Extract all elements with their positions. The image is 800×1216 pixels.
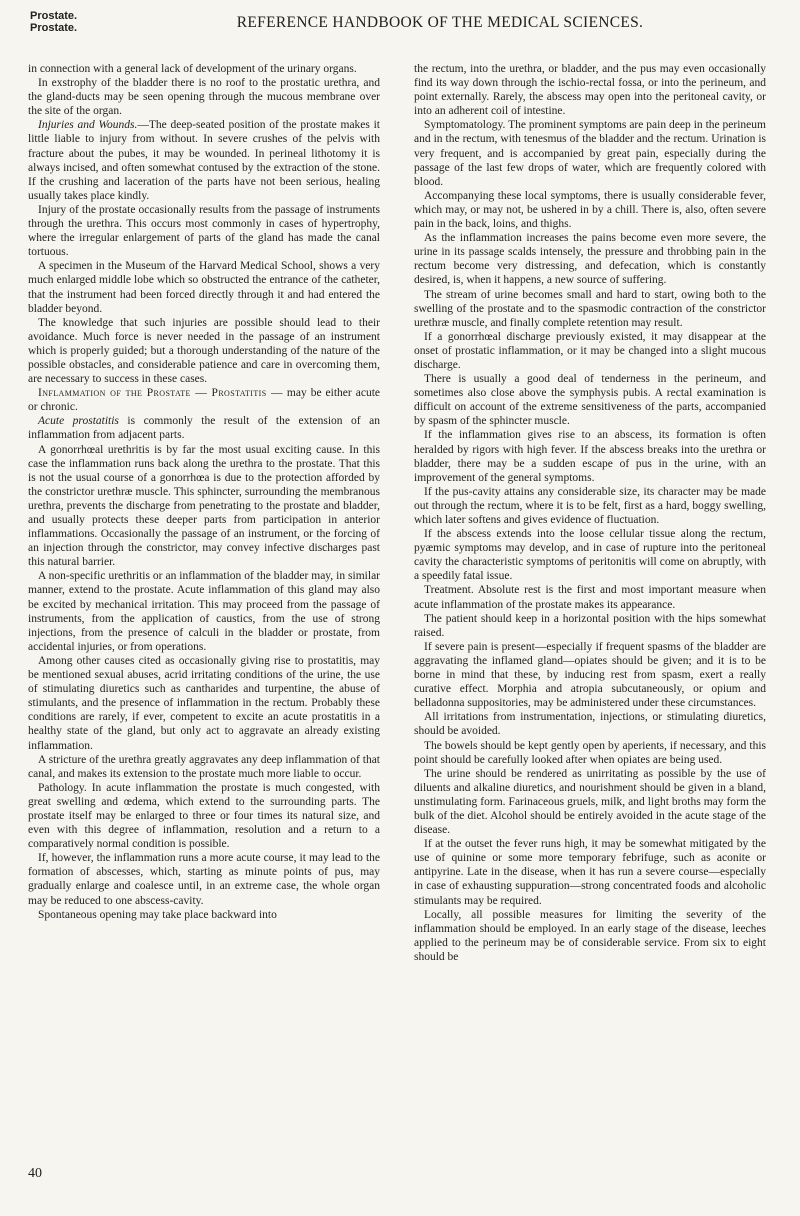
paragraph: The bowels should be kept gently open by aperients, if necessary, and this point should be carefully looked after when opiates are being used. <box>414 739 766 766</box>
page-number: 40 <box>28 1166 42 1181</box>
paragraph: Symptomatology. The prominent symptoms are pain deep in the perineum and in the rectum, with tenesmus of the bladder and the rectum. Urination is very frequent, and is accompanied by great pain, especially during the passage of the last few drops of water, which are frequently colored with blood. <box>414 119 766 188</box>
right-column <box>414 62 766 964</box>
paragraph: If at the outset the fever runs high, it may be somewhat mitigated by the use of quinine or some more temporary febrifuge, such as aconite or antipyrine. Late in the disease, when it has run a severe course—especially in case of exhausting suppuration—strong concentrated foods and alcoholic stimulants may be required. <box>414 838 766 907</box>
paragraph: If the inflammation gives rise to an abscess, its formation is often heralded by rigors with high fever. If the abscess breaks into the urethra or bladder, there may be a sudden escape of pus in the urine, with an improvement of the general symptoms. <box>414 429 766 484</box>
section-heading: Injuries and Wounds. <box>38 119 138 132</box>
paragraph: If, however, the inflammation runs a more acute course, it may lead to the formation of abscesses, which, starting as minute points of pus, may gradually enlarge and coalesce until, in an extreme case, the whole organ may be reduced to one abscess-cavity. <box>28 852 380 907</box>
paragraph: A gonorrhœal urethritis is by far the most usual exciting cause. In this case the inflammation runs back along the urethra to the prostate. That this is not the usual course of a gonorrhœa is due to the protection afforded by the constrictor urethræ muscle. This sphincter, surrounding the membranous urethra, prevents the discharge from penetrating to the prostate and bladder, and usually protects these deeper parts from participation in anterior inflammations. Occasionally the passage of an instrument, or the forcing of an injection through the constrictor, may convey infective discharges past this natural barrier. <box>28 443 380 569</box>
paragraph: If a gonorrhœal discharge previously existed, it may disappear at the onset of prostatic inflammation, or it may be changed into a slight mucous discharge. <box>414 330 766 371</box>
paragraph: Injuries and Wounds.—The deep-seated position of the prostate makes it little liable to injury from without. In severe crushes of the pelvis with fracture about the pubes, it may be wounded. In perineal lithotomy it is always incised, and often somewhat contused by the extraction of the stone. If the crushing and laceration of the parts have not been serious, healing usually takes place kindly. <box>28 119 381 202</box>
paragraph: A stricture of the urethra greatly aggravates any deep inflammation of that canal, and makes its extension to the prostate much more liable to occur. <box>28 753 380 780</box>
paragraph: If the pus-cavity attains any considerable size, its character may be made out through the rectum, where it is to be felt, first as a hard, boggy swelling, which later softens and gives evidence of fluctuation. <box>414 485 766 526</box>
paragraph: Spontaneous opening may take place backward into <box>38 908 277 921</box>
paragraph: Locally, all possible measures for limiting the severity of the inflammation should be employed. In an early stage of the disease, leeches applied to the perineum may be of considerable service. From six to eight should be <box>414 908 766 963</box>
paragraph: Acute prostatitis is commonly the result of the extension of an inflammation from adjacent parts. <box>28 415 380 442</box>
paragraph: the rectum, into the urethra, or bladder, and the pus may even occasionally find its way down through the ischio-rectal fossa, or into the perineum, and point externally. Rarely, the abscess may open into the peritoneal cavity, or into an adherent coil of intestine. <box>414 63 766 118</box>
paragraph: in connection with a general lack of development of the urinary organs. <box>28 63 357 75</box>
paragraph: A specimen in the Museum of the Harvard Medical School, shows a very much enlarged middle lobe which so obstructed the entrance of the catheter, that the instrument had been forced directly through it and had entered the bladder beyond. <box>28 260 380 315</box>
paragraph: Treatment. Absolute rest is the first and most important measure when acute inflammation of the prostate makes its appearance. <box>414 584 766 611</box>
paragraph: In exstrophy of the bladder there is no roof to the prostatic urethra, and the gland-ducts may be seen opening through the mucous membrane over the site of the organ. <box>28 77 380 118</box>
paragraph: The urine should be rendered as unirritating as possible by the use of diluents and alkaline diuretics, and nourishment should be given in a bland, unstimulating form. Farinaceous gruels, milk, and light broths may form the bulk of the diet. Alcohol should be entirely avoided in the acute stage of the disease. <box>414 767 766 837</box>
paragraph: Pathology. In acute inflammation the prostate is much congested, with great swelling and œdema, which extend to the surrounding parts. The prostate itself may be enlarged to three or four times its natural size, and even with this degree of inflammation, resolution and a return to a comparatively normal condition is possible. <box>28 781 380 851</box>
left-column <box>28 62 380 922</box>
paragraph: If the abscess extends into the loose cellular tissue along the rectum, pyæmic symptoms may develop, and in case of rupture into the peritoneal cavity the characteristic symptoms of peritonitis will come on abruptly, with a speedily fatal issue. <box>414 528 766 583</box>
paragraph: The knowledge that such injuries are possible should lead to their avoidance. Much force is never needed in the passage of an instrument which is properly guided; but a thorough understanding of the nature of the possible obstacles, and considerable patience and care in overcoming them, are necessary to success in these cases. <box>28 316 380 386</box>
side-label <box>30 10 77 34</box>
paragraph: Injury of the prostate occasionally results from the passage of instruments through the urethra. This occurs most commonly in cases of hypertrophy, where the irregular enlargement of parts of the gland has made the canal tortuous. <box>28 203 380 259</box>
running-title: REFERENCE HANDBOOK OF THE MEDICAL SCIENCES. <box>236 14 644 31</box>
paragraph: The stream of urine becomes small and hard to start, owing both to the swelling of the prostate and to the spasmodic contraction of the constrictor urethræ muscle, and finally complete retention may result. <box>414 288 766 329</box>
paragraph: There is usually a good deal of tenderness in the perineum, and sometimes also close above the symphysis pubis. A rectal examination is difficult on account of the extreme sensitiveness of the parts, accompanied by spasm of the sphincter muscle. <box>414 373 766 428</box>
subsection-heading: Acute prostatitis <box>38 415 119 428</box>
side-label-line-2: Prostate. <box>30 22 78 34</box>
paragraph: A non-specific urethritis or an inflammation of the bladder may, in similar manner, extend to the prostate. Acute inflammation of this gland may also be excited by mechanical irritation. This may proceed from the passage of instruments, from the application of caustics, from the use of strong injections, from the presence of calculi in the bladder or prostate, from accidental injuries, or from operations. <box>28 570 380 653</box>
paragraph: Among other causes cited as occasionally giving rise to prostatitis, may be mentioned sexual abuses, acrid irritating conditions of the urine, the use of stimulating diuretics such as cantharides and turpentine, the abuse of stimulants, and the presence of inflammation in the rectum. Probably these conditions are rarely, if ever, competent to excite an acute prostatitis in a healthy state of the gland, but only act to aggravate an already existing inflammation. <box>28 654 380 752</box>
paragraph: The patient should keep in a horizontal position with the hips somewhat raised. <box>414 612 766 639</box>
side-label-line-1: Prostate. <box>30 10 78 22</box>
paragraph: Accompanying these local symptoms, there is usually considerable fever, which may, or may not, be ushered in by a chill. There is, also, often severe pain in the back, loins, and thighs. <box>414 189 766 231</box>
running-head <box>30 10 775 44</box>
paragraph: If severe pain is present—especially if frequent spasms of the bladder are aggravating the inflamed gland—opiates should be given; and it is to be borne in mind that these, by inducing rest from spasm, exert a really curative effect. Morphia and atropia subcutaneously, or opium and belladonna suppositories, may be administered under these circumstances. <box>414 640 766 710</box>
paragraph: Inflammation of the Prostate — Prostatitis — may be either acute or chronic. <box>28 387 380 414</box>
section-heading: Inflammation of the Prostate — Prostatitis — <box>38 387 283 400</box>
paragraph: All irritations from instrumentation, injections, or stimulating diuretics, should be avoided. <box>414 711 766 738</box>
paragraph: As the inflammation increases the pains become even more severe, the urine in its passage scalds intensely, the pressure and throbbing pain in the rectum become very distressing, and defecation, which is constantly desired, is, when it happens, a new source of suffering. <box>414 232 766 287</box>
